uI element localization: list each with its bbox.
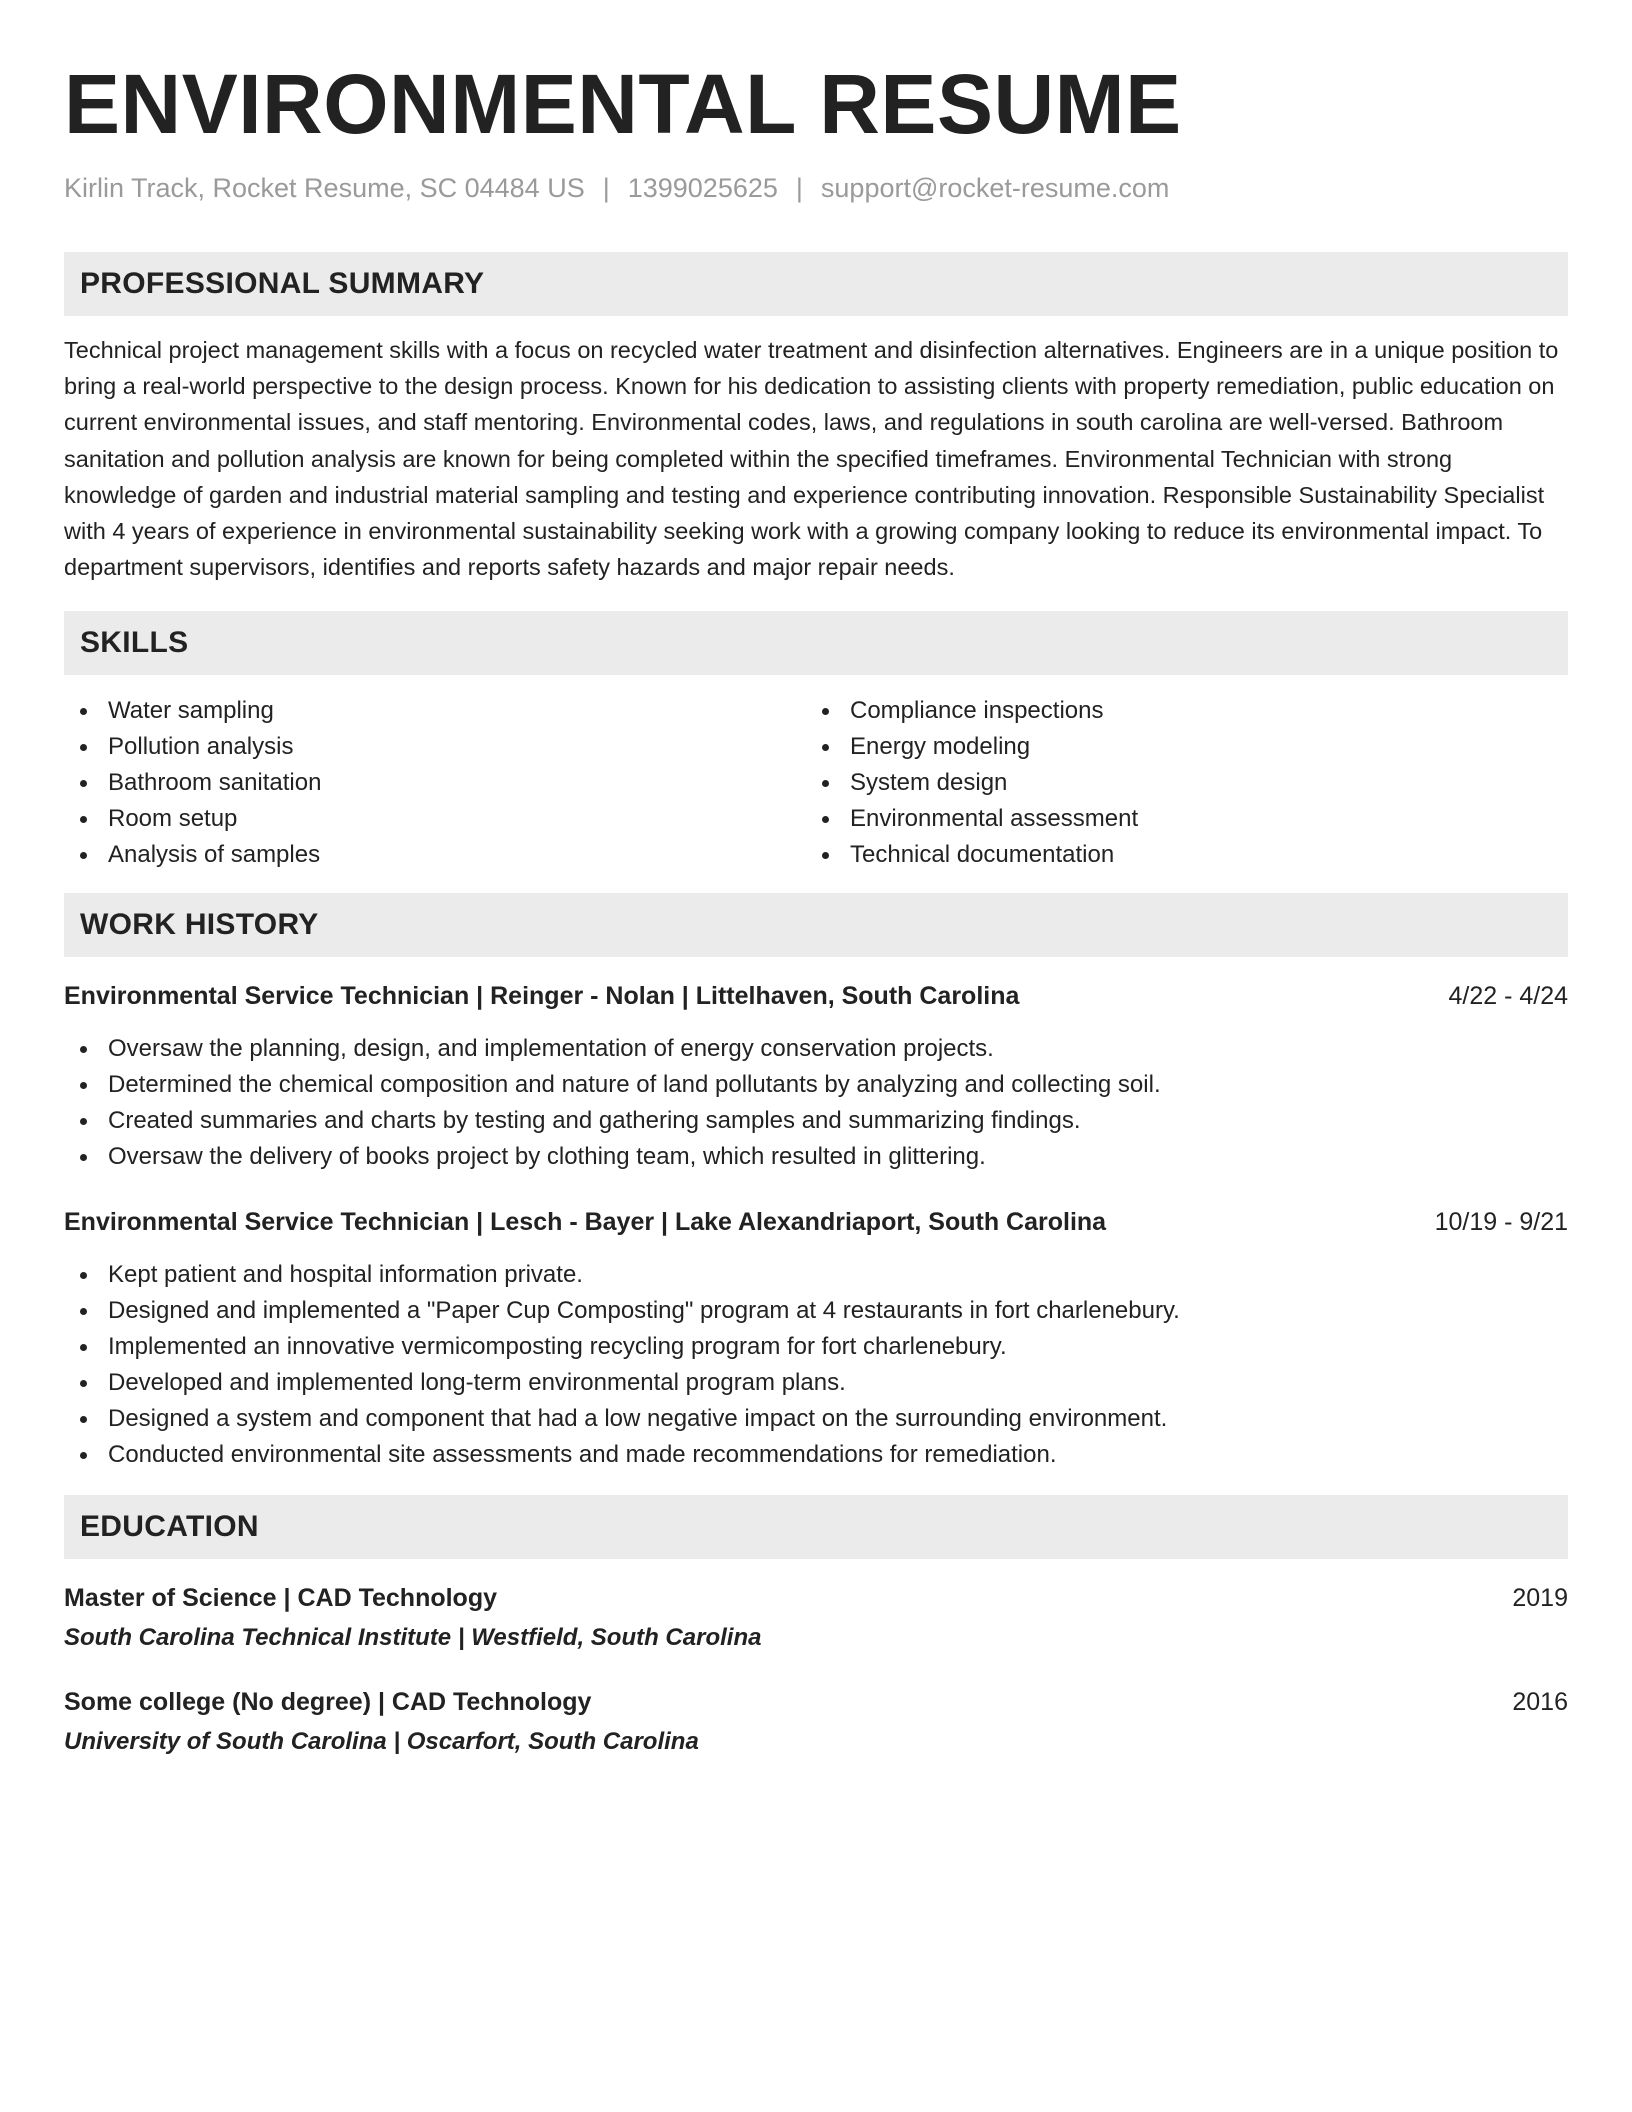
education-degree: Some college (No degree) | CAD Technology [64,1688,592,1717]
job-entry [64,979,1568,1175]
education-year: 2019 [1512,1584,1568,1613]
skill-item: Technical documentation [806,837,1548,873]
section-heading-summary: PROFESSIONAL SUMMARY [64,252,1568,316]
section-heading-education: EDUCATION [64,1495,1568,1559]
contact-separator: | [602,173,610,203]
education-header [64,1581,1568,1615]
summary-text: Technical project management skills with a focus on recycled water treatment and disinfection alternatives. Engineers are in a unique position to bring a real-world perspective to the design process. Known for his dedication to assisting clients with property remediation, public education on current environmental issues, and staff mentoring. Environmental codes, laws, and regulations in south carolina are well-versed. Bathroom sanitation and pollution analysis are known for being completed within the specified timeframes. Environmental Technician with strong knowledge of garden and industrial material sampling and testing and experience contributing innovation. Responsible Sustainability Specialist with 4 years of experience in environmental sustainability seeking work with a growing company looking to reduce its environmental impact. To department supervisors, identifies and reports safety hazards and major repair needs. [64,337,1559,581]
skill-item: Bathroom sanitation [64,765,806,801]
job-bullet: Determined the chemical composition and nature of land pollutants by analyzing and collecting soil. [64,1067,1568,1103]
job-bullets [64,1257,1568,1473]
education-school: University of South Carolina | Oscarfort, South Carolina [64,1728,699,1756]
section-heading-work-history: WORK HISTORY [64,893,1568,957]
skill-item: Environmental assessment [806,801,1548,837]
skills-list [64,693,1568,873]
skill-item: System design [806,765,1548,801]
skill-item: Room setup [64,801,806,837]
job-header [64,979,1568,1013]
resume-page [64,58,1568,1759]
job-bullet: Conducted environmental site assessments and made recommendations for remediation. [64,1437,1568,1473]
job-bullets [64,1031,1568,1175]
skill-item: Analysis of samples [64,837,806,873]
skill-item: Energy modeling [806,729,1548,765]
job-bullet: Developed and implemented long-term environmental program plans. [64,1365,1568,1401]
contact-address: Kirlin Track, Rocket Resume, SC 04484 US [64,173,585,203]
skills-column-right [806,693,1548,873]
skill-item: Pollution analysis [64,729,806,765]
job-dates: 4/22 - 4/24 [1448,982,1568,1011]
education-school: South Carolina Technical Institute | Westfield, South Carolina [64,1624,762,1652]
skill-item: Compliance inspections [806,693,1548,729]
job-bullet: Created summaries and charts by testing and gathering samples and summarizing findings. [64,1103,1568,1139]
skills-column-left [64,693,806,873]
job-title: Environmental Service Technician | Reinger - Nolan | Littelhaven, South Carolina [64,982,1020,1011]
section-heading-skills: SKILLS [64,611,1568,675]
job-bullet: Designed and implemented a "Paper Cup Composting" program at 4 restaurants in fort charlenebury. [64,1293,1568,1329]
education-entry [64,1581,1568,1655]
education-entry [64,1685,1568,1759]
education-degree: Master of Science | CAD Technology [64,1584,498,1613]
contact-email: support@rocket-resume.com [820,173,1170,203]
resume-title: ENVIRONMENTAL RESUME [64,57,1182,151]
job-title: Environmental Service Technician | Lesch - Bayer | Lake Alexandriaport, South Carolina [64,1208,1107,1237]
job-entry [64,1205,1568,1473]
contact-separator: | [795,173,803,203]
skill-item: Water sampling [64,693,806,729]
job-header [64,1205,1568,1239]
job-bullet: Implemented an innovative vermicomposting recycling program for fort charlenebury. [64,1329,1568,1365]
job-dates: 10/19 - 9/21 [1434,1208,1568,1237]
job-bullet: Designed a system and component that had a low negative impact on the surrounding environment. [64,1401,1568,1437]
education-year: 2016 [1512,1688,1568,1717]
education-header [64,1685,1568,1719]
job-bullet: Oversaw the planning, design, and implementation of energy conservation projects. [64,1031,1568,1067]
job-bullet: Oversaw the delivery of books project by clothing team, which resulted in glittering. [64,1139,1568,1175]
job-bullet: Kept patient and hospital information private. [64,1257,1568,1293]
contact-phone: 1399025625 [627,173,778,203]
contact-line [64,170,1568,206]
